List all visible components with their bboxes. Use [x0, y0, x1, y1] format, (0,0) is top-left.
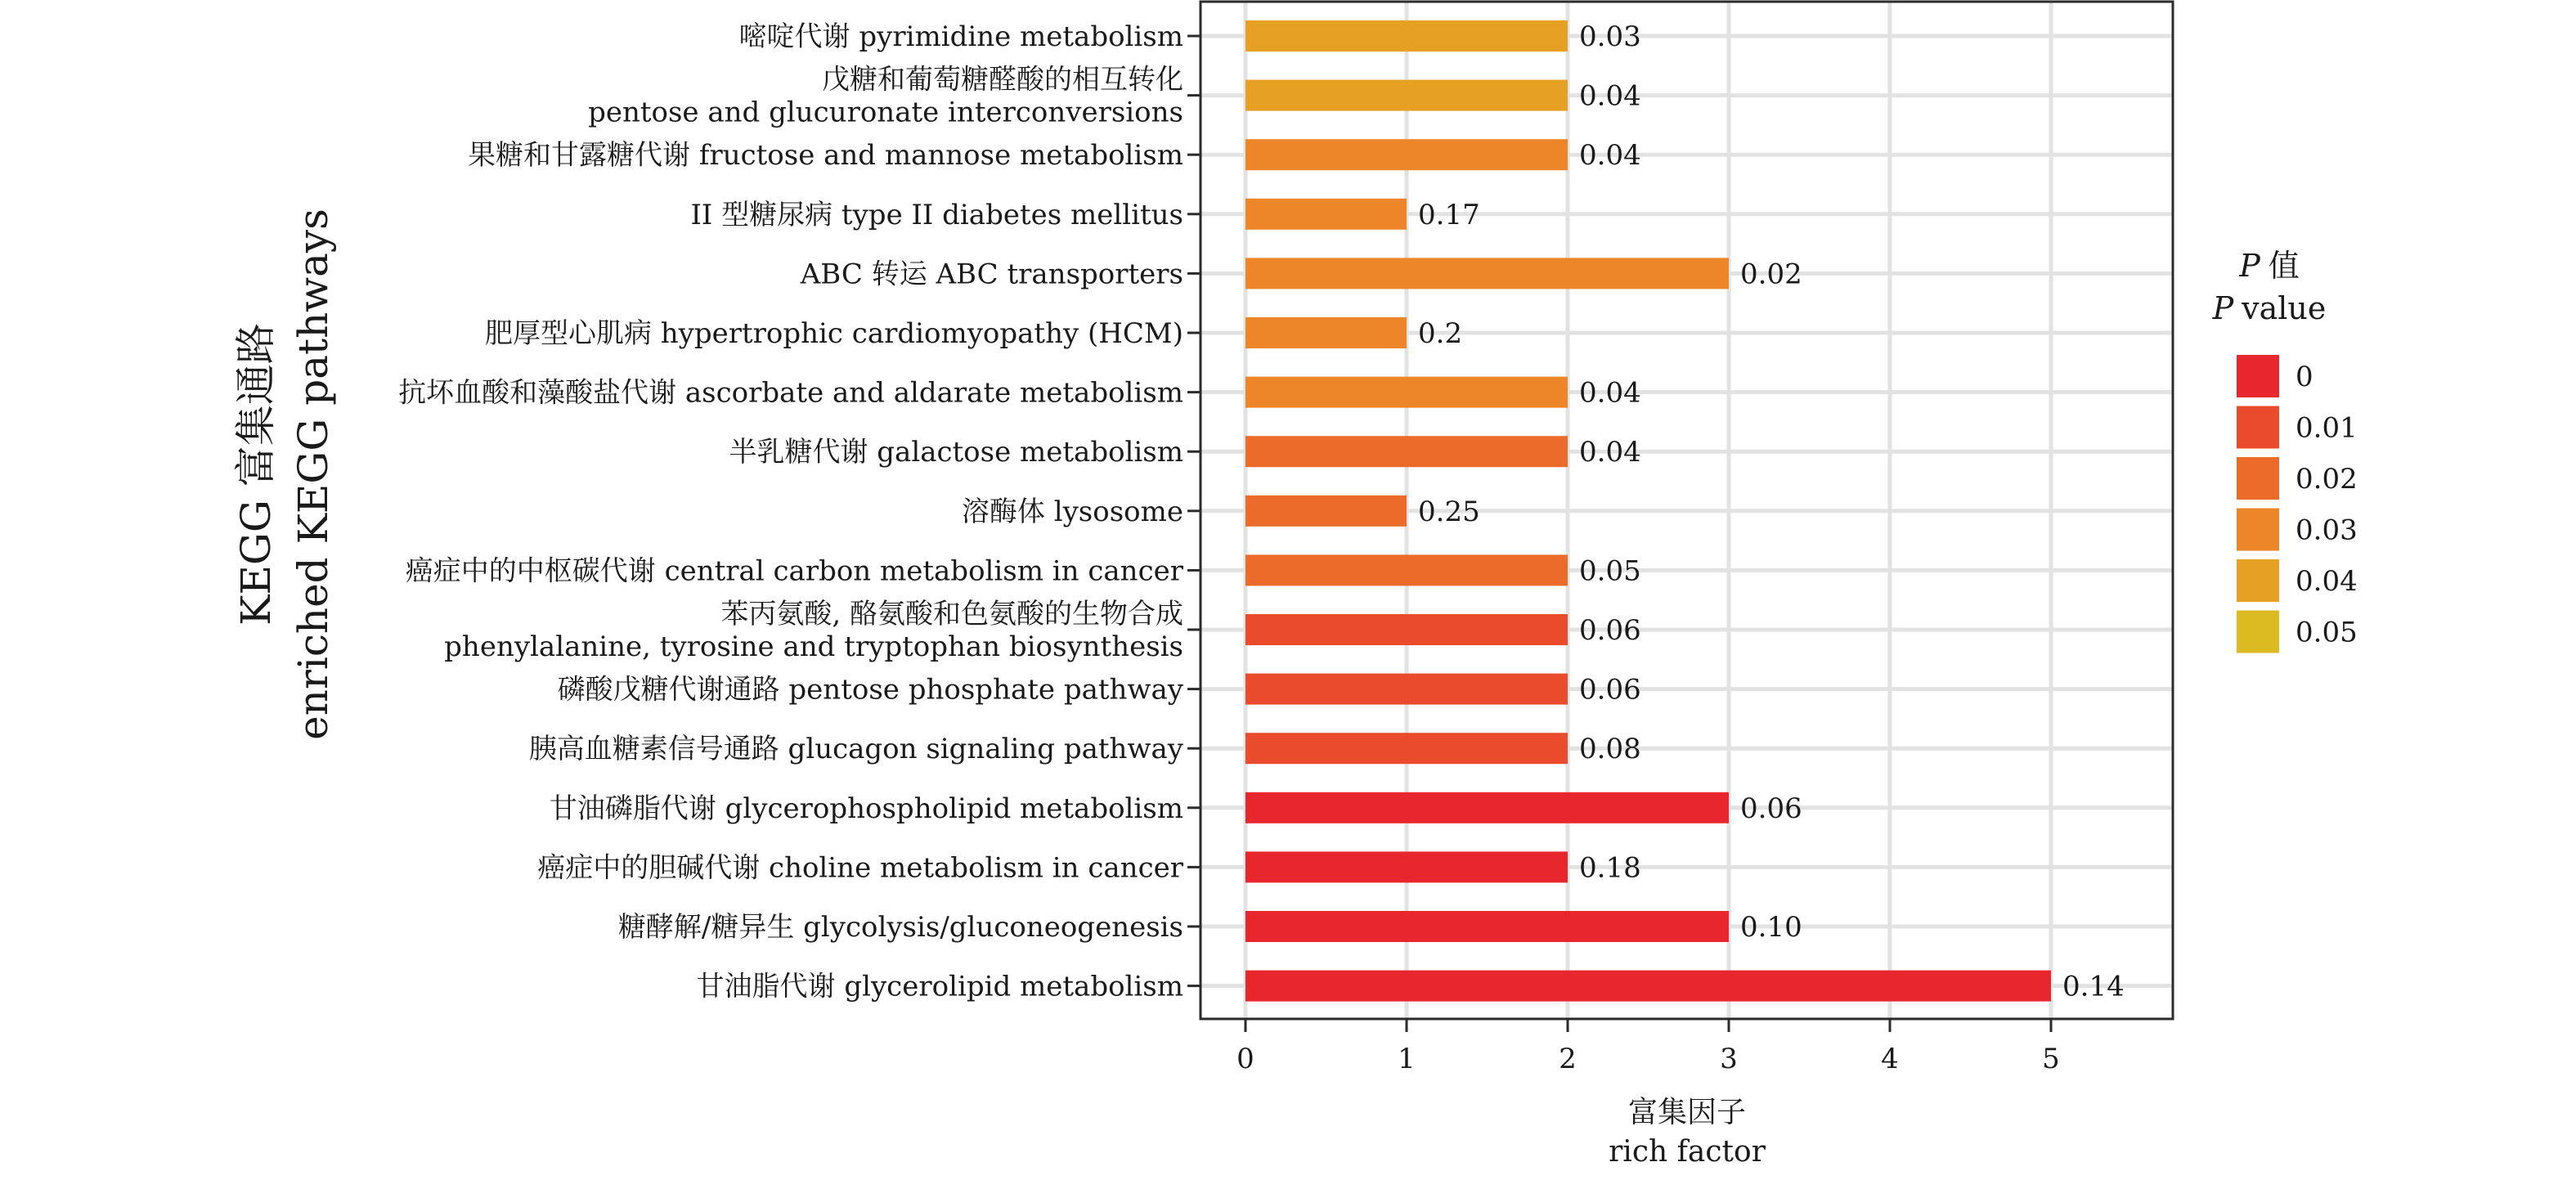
pathway-label-cn: 苯丙氨酸, 酪氨酸和色氨酸的生物合成 [720, 598, 1183, 630]
x-axis-title-cn: 富集因子 [1627, 1096, 1747, 1129]
bar-value-label: 0.17 [1418, 198, 1480, 231]
bar-value-label: 0.10 [1740, 911, 1802, 944]
pathway-label: 胰高血糖素信号通路 glucagon signaling pathway [528, 733, 1183, 766]
bar-value-label: 0.14 [2062, 970, 2125, 1003]
x-tick-label: 0 [1236, 1043, 1254, 1075]
y-axis-title-cn: KEGG 富集通路 [232, 323, 280, 626]
bar-value-label: 0.03 [1579, 20, 1641, 53]
bar-value-label: 0.06 [1740, 792, 1802, 825]
bar-value-label: 0.06 [1579, 673, 1641, 707]
bar-value-label: 0.04 [1579, 79, 1641, 113]
bar-value-label: 0.04 [1579, 376, 1641, 410]
x-tick-label: 3 [1720, 1043, 1738, 1075]
x-tick-label: 5 [2042, 1043, 2060, 1075]
pathway-label: 肥厚型心肌病 hypertrophic cardiomyopathy (HCM) [484, 317, 1183, 350]
pathway-label: 癌症中的中枢碳代谢 central carbon metabolism in cancer [405, 554, 1183, 588]
bar [1245, 851, 1568, 882]
bar [1245, 436, 1568, 467]
pathway-label: 甘油磷脂代谢 glycerophospholipid metabolism [549, 792, 1183, 825]
legend-label: 0 [2296, 361, 2313, 393]
bar [1245, 20, 1568, 52]
pathway-label: 嘧啶代谢 pyrimidine metabolism [738, 20, 1183, 53]
pathway-label: 溶酶体 lysosome [961, 495, 1183, 528]
legend-title-italic: P [2239, 248, 2260, 284]
y-axis-title-en: enriched KEGG pathways [289, 209, 337, 740]
bar [1245, 377, 1568, 408]
pathway-label-en: pentose and glucuronate interconversions [588, 96, 1183, 129]
pathway-label-cn: 戊糖和葡萄糖醛酸的相互转化 [822, 63, 1183, 96]
x-tick-label: 4 [1881, 1043, 1899, 1075]
legend-subtitle-rest: value [2242, 290, 2327, 326]
bar-value-label: 0.04 [1579, 139, 1641, 173]
legend-label: 0.04 [2296, 565, 2358, 598]
pathway-label: 磷酸戊糖代谢通路 pentose phosphate pathway [557, 673, 1183, 707]
legend-label: 0.03 [2296, 514, 2358, 547]
pathway-label: 糖酵解/糖异生 glycolysis/gluconeogenesis [617, 911, 1183, 944]
legend-label: 0.05 [2296, 616, 2358, 649]
bar [1245, 674, 1568, 705]
bar [1245, 792, 1729, 823]
pathway-label: 半乳糖代谢 galactose metabolism [729, 436, 1183, 469]
legend-label: 0.02 [2296, 463, 2358, 496]
bar-value-label: 0.02 [1740, 258, 1802, 291]
pathway-label-en: phenylalanine, tyrosine and tryptophan biosynthesis [444, 630, 1183, 663]
bar [1245, 971, 2051, 1002]
legend-title [2238, 248, 2300, 284]
legend [2212, 248, 2358, 653]
pathway-label: II 型糖尿病 type II diabetes mellitus [690, 198, 1183, 231]
legend-swatch [2237, 406, 2279, 449]
bar-value-label: 0.08 [1579, 733, 1641, 766]
legend-subtitle-italic: P [2212, 290, 2234, 326]
legend-swatch [2237, 457, 2279, 500]
pathway-label: ABC 转运 ABC transporters [800, 258, 1183, 291]
bar-value-label: 0.06 [1579, 614, 1641, 647]
legend-label: 0.01 [2296, 411, 2358, 445]
bar [1245, 496, 1407, 527]
category-labels [398, 20, 1184, 1003]
legend-swatch [2237, 509, 2279, 551]
bar-value-label: 0.25 [1418, 495, 1480, 528]
pathway-label: 果糖和甘露糖代谢 fructose and mannose metabolism [468, 139, 1183, 173]
bar [1245, 911, 1729, 942]
bar [1245, 139, 1568, 170]
pathway-label: 甘油脂代谢 glycerolipid metabolism [696, 970, 1183, 1003]
bar-value-label: 0.18 [1579, 851, 1641, 885]
bar [1245, 317, 1407, 348]
bar-value-label: 0.04 [1579, 436, 1641, 469]
y-axis-title [232, 209, 337, 740]
x-axis-title-en: rich factor [1609, 1135, 1766, 1169]
pathway-label: 癌症中的胆碱代谢 choline metabolism in cancer [537, 851, 1183, 885]
bar-value-label: 0.05 [1579, 554, 1641, 588]
legend-title-cn: 值 [2268, 248, 2300, 284]
bar [1245, 80, 1568, 111]
legend-swatch [2237, 559, 2279, 602]
bar [1245, 733, 1568, 764]
bar [1245, 199, 1407, 230]
legend-swatch [2237, 355, 2279, 397]
x-tick-label: 1 [1398, 1043, 1416, 1075]
bar-value-label: 0.2 [1418, 317, 1463, 350]
bar [1245, 258, 1729, 289]
legend-swatch [2237, 611, 2279, 653]
x-tick-label: 2 [1559, 1043, 1577, 1075]
pathway-label: 抗坏血酸和藻酸盐代谢 ascorbate and aldarate metabolism [398, 376, 1183, 410]
bar [1245, 554, 1568, 586]
bar [1245, 614, 1568, 645]
legend-subtitle [2212, 290, 2327, 326]
legend-entries [2237, 355, 2358, 653]
